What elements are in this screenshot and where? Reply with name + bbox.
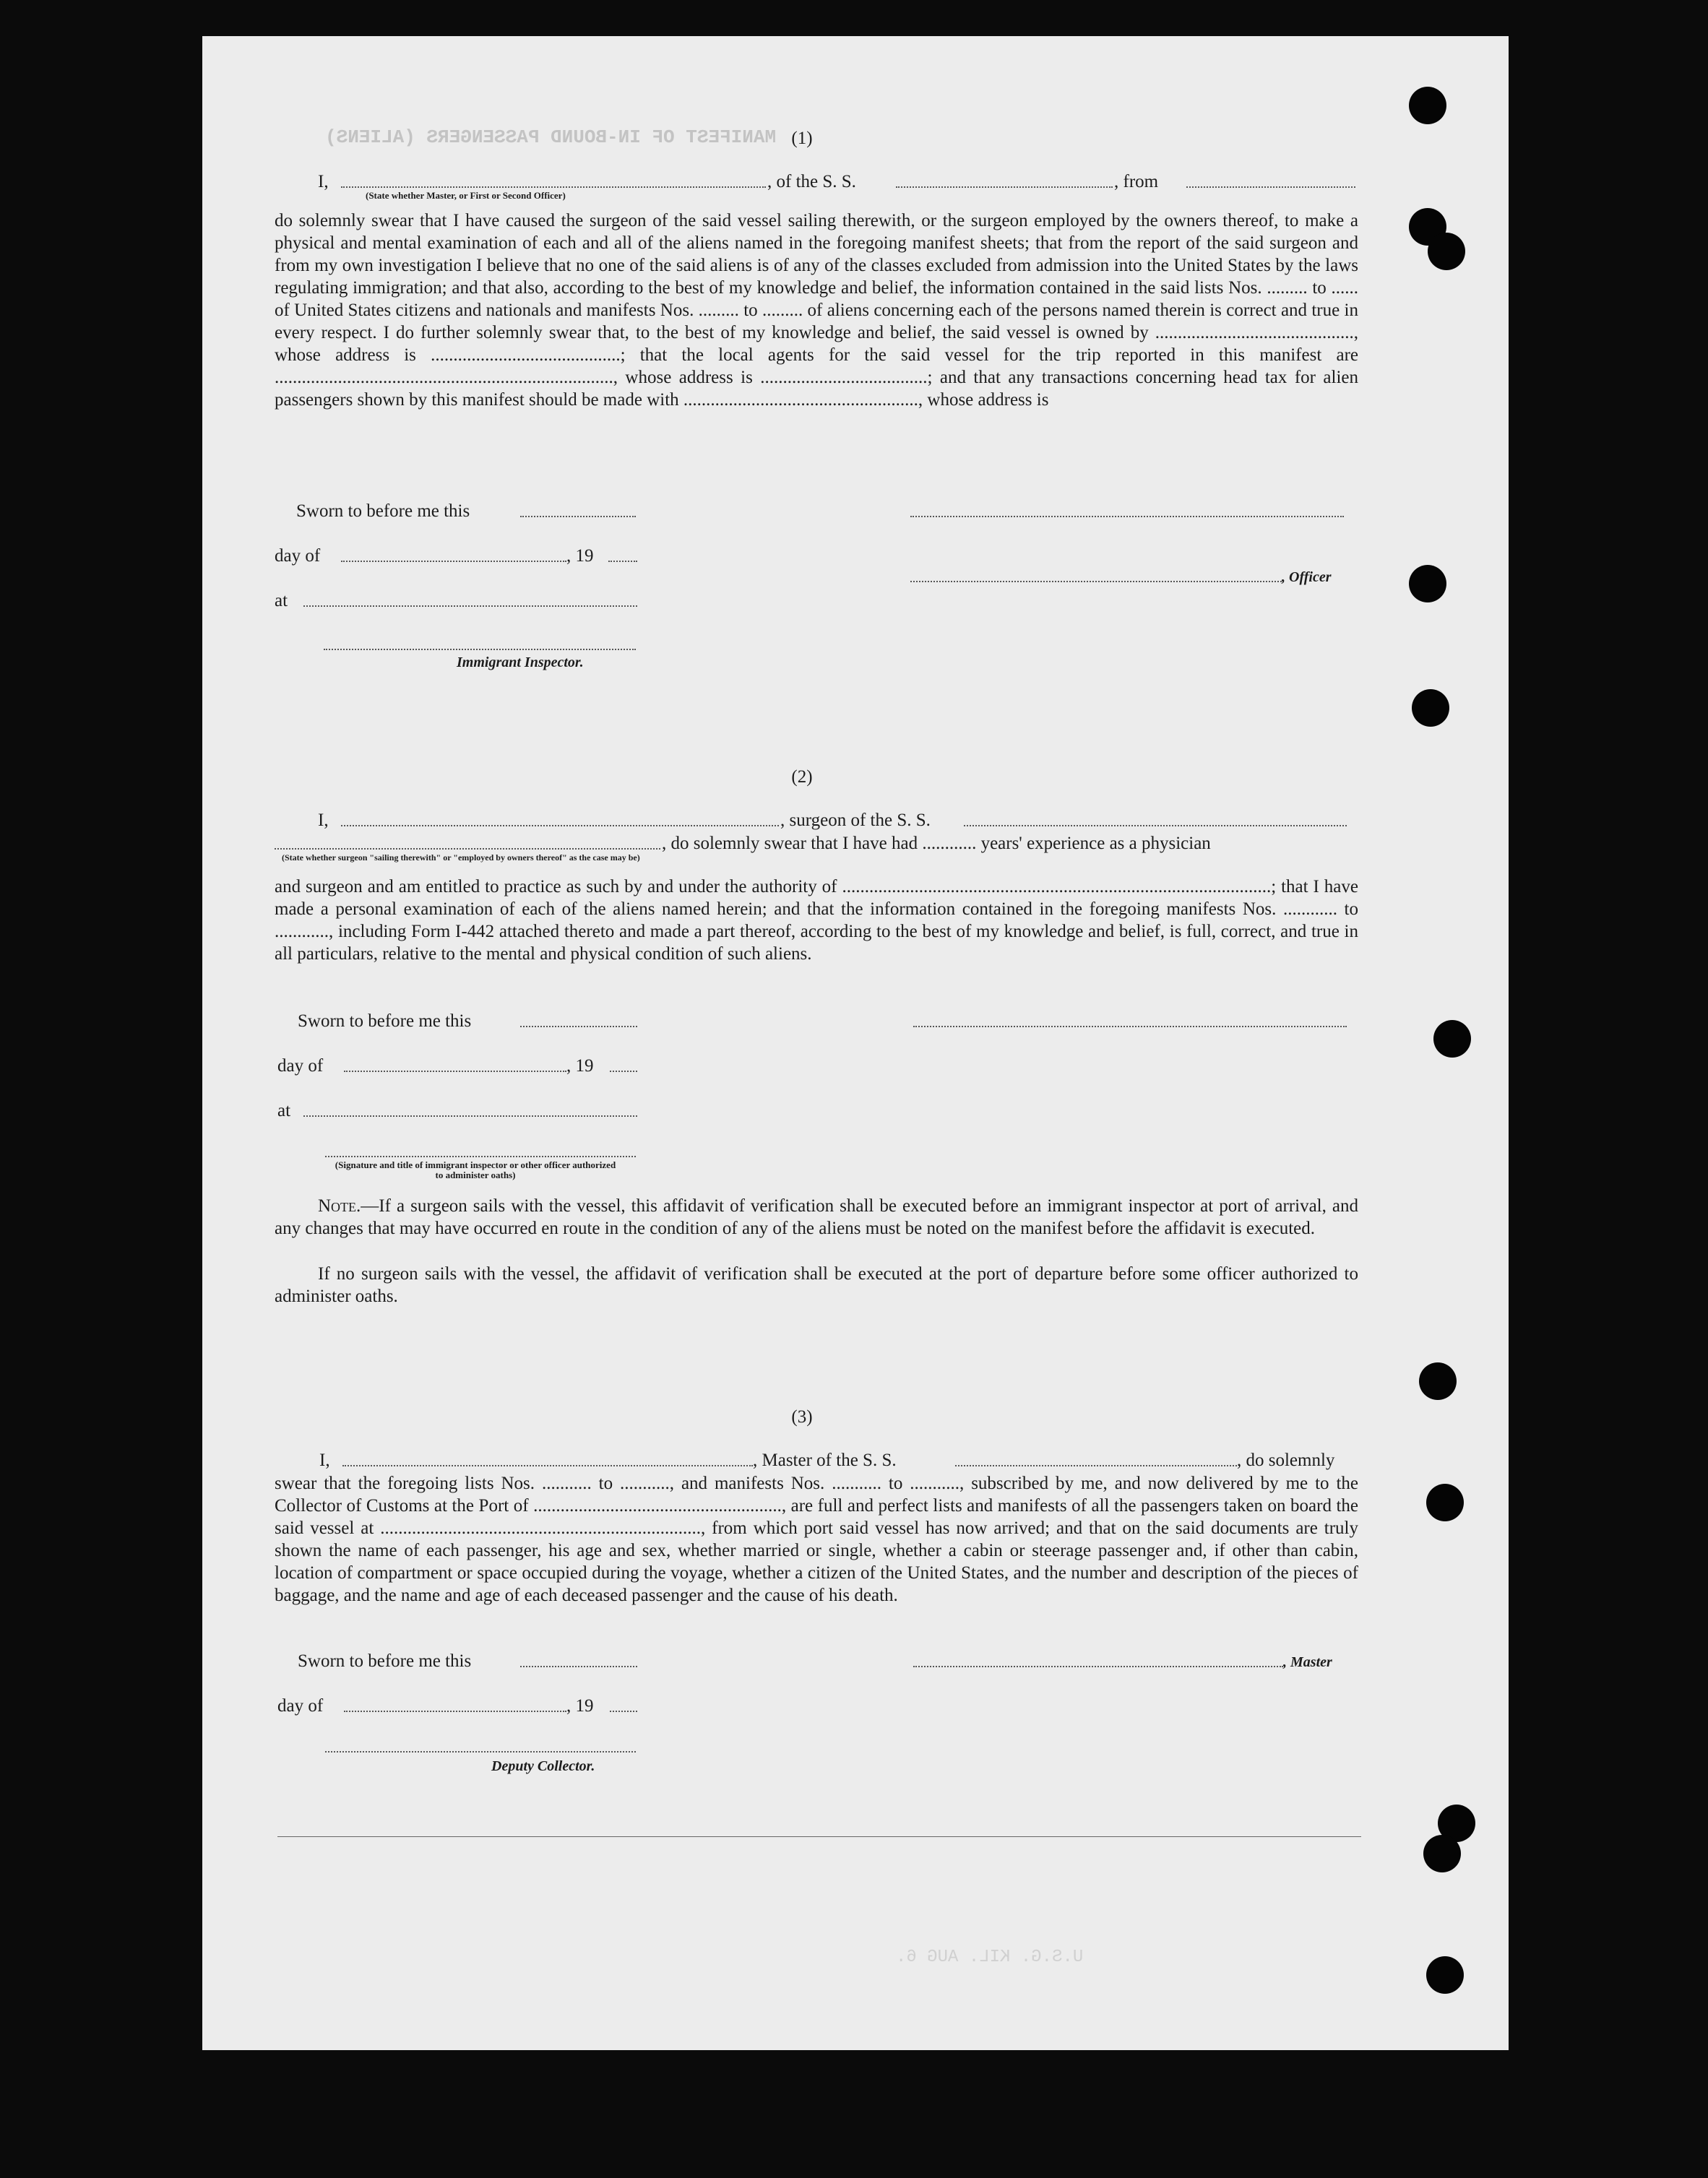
day-of-label-2: day of xyxy=(277,1056,324,1076)
bleed-through-header: MANIFEST OF IN-BOUND PASSENGERS (ALIENS) xyxy=(325,126,777,148)
surgeon-status-caption: (State whether surgeon "sailing therewith" or "employed by owners thereof" as the case may be) xyxy=(282,852,640,863)
master-signature-field[interactable] xyxy=(910,516,1344,517)
vessel-name-field[interactable] xyxy=(896,186,1113,188)
bleed-through-footer: U.S.G. KIL. AUG 6. xyxy=(896,1948,1084,1967)
punch-hole xyxy=(1433,1020,1471,1058)
bottom-rule xyxy=(277,1836,1361,1837)
day-of-label-3: day of xyxy=(277,1696,324,1716)
section-1-body: do solemnly swear that I have caused the surgeon of the said vessel sailing therewith, or the surgeon employed by the owners thereof, to make a physical and mental examination of each and all of the aliens named in the foregoing manifest sheets; that from the report of the said surgeon and from my own investigation I believe that no one of the said aliens is of any of the classes excluded from admission into the United States by the laws regulating immigration; and that also, according to the best of my knowledge and belief, the information contained in the said lists Nos. ......... to ...... of United States citizens and nationals and manifests Nos. ......... to ......... of aliens concerning each of the persons named therein is correct and true in every respect. I do further solemnly swear that, to the best of my knowledge and belief, the said vessel is owned by ............................................, whose address is ..........................................; that the local agents for the said vessel for the trip reported in this manifest are ..........................................................................., whose address is .....................................; and that any transactions concerning head tax for alien passengers shown by this manifest should be made with ...................................................., whose address is xyxy=(275,211,1358,410)
at-place-field-2[interactable] xyxy=(303,1115,637,1117)
surgeon-status-field[interactable] xyxy=(275,848,660,850)
authorizing-officer-caption: (Signature and title of immigrant inspector or other officer authorized to administer oaths) xyxy=(335,1159,616,1180)
punch-hole xyxy=(1428,233,1465,270)
year-label-3: , 19 xyxy=(566,1696,594,1716)
surgeon-vessel-field[interactable] xyxy=(964,825,1347,826)
year-field-2[interactable] xyxy=(610,1071,637,1072)
year-label-2: , 19 xyxy=(566,1056,594,1076)
sworn-label-2: Sworn to before me this xyxy=(298,1011,472,1031)
year-label-1: , 19 xyxy=(566,546,594,566)
note-paragraph: Note.—If a surgeon sails with the vessel, this affidavit of verification shall be executed before an immigrant inspector at port of arrival, and any changes that may have occurred en route in the condition of any of the aliens must be noted on the manifest before the affidavit is executed. xyxy=(275,1196,1358,1238)
manifest-page xyxy=(202,36,1509,2050)
punch-hole xyxy=(1426,1484,1464,1521)
deputy-collector-signature-field[interactable] xyxy=(325,1751,636,1753)
immigrant-inspector-label: Immigrant Inspector. xyxy=(457,654,584,670)
punch-hole xyxy=(1419,1362,1457,1400)
authorizing-officer-signature-field[interactable] xyxy=(325,1156,636,1157)
at-label-1: at xyxy=(275,591,288,610)
surgeon-of-ss-label: , surgeon of the S. S. xyxy=(780,811,931,830)
punch-hole xyxy=(1409,87,1446,124)
month-field-1[interactable] xyxy=(341,561,566,562)
month-field-2[interactable] xyxy=(344,1071,566,1072)
punch-hole xyxy=(1412,689,1449,727)
section-2-body: and surgeon and am entitled to practice as such by and under the authority of ...............................................................................................; that I have made a personal examination of each of the aliens named herein; and that the information contained in the foregoing manifests Nos. ............ to ............, including Form I-442 attached thereto and made a part thereof, according to the best of my knowledge and belief, is full, correct, and true in all particulars, relative to the mental and physical condition of such aliens. xyxy=(275,877,1358,964)
month-field-3[interactable] xyxy=(344,1711,566,1712)
sworn-label-1: Sworn to before me this xyxy=(296,501,470,521)
officer-rank-caption: (State whether Master, or First or Second Officer) xyxy=(366,190,566,201)
master-of-ss-label: , Master of the S. S. xyxy=(753,1451,897,1470)
section-1-i: I, xyxy=(318,172,329,191)
at-place-field-1[interactable] xyxy=(303,605,637,607)
section-1-number: (1) xyxy=(791,129,813,148)
sworn-date-field-2[interactable] xyxy=(520,1026,637,1027)
sworn-date-field-3[interactable] xyxy=(520,1666,637,1667)
vessel-name-field-3[interactable] xyxy=(955,1465,1237,1466)
deputy-collector-label: Deputy Collector. xyxy=(491,1758,595,1774)
section-3-number: (3) xyxy=(791,1407,813,1427)
at-label-2: at xyxy=(277,1101,291,1120)
punch-hole xyxy=(1423,1835,1461,1872)
year-field-3[interactable] xyxy=(610,1711,637,1712)
master-name-field-3[interactable] xyxy=(342,1465,753,1466)
master-name-field[interactable] xyxy=(341,186,766,188)
section-2-i: I, xyxy=(318,811,329,830)
surgeon-name-field[interactable] xyxy=(341,825,779,826)
master-signature-field-3[interactable] xyxy=(913,1666,1283,1667)
sworn-label-3: Sworn to before me this xyxy=(298,1651,472,1671)
experience-line: , do solemnly swear that I have had ............ years' experience as a physician xyxy=(662,834,1211,853)
punch-hole xyxy=(1426,1956,1464,1994)
do-solemnly-label: , do solemnly xyxy=(1237,1451,1335,1470)
officer-signature-field[interactable] xyxy=(910,581,1282,582)
sworn-date-field-1[interactable] xyxy=(520,516,636,517)
day-of-label-1: day of xyxy=(275,546,321,566)
surgeon-signature-field[interactable] xyxy=(913,1026,1347,1027)
of-ss-label: , of the S. S. xyxy=(767,172,856,191)
section-3-i: I, xyxy=(319,1451,330,1470)
officer-label: , Officer xyxy=(1282,569,1332,585)
punch-hole xyxy=(1409,565,1446,602)
from-label: , from xyxy=(1114,172,1159,191)
master-label: , Master xyxy=(1283,1654,1332,1670)
year-field-1[interactable] xyxy=(608,561,637,562)
section-3-body: swear that the foregoing lists Nos. ........... to ..........., and manifests Nos. ........... to ..........., subscribed by me, and now delivered by me to the Collector of Customs at the Port of ......................................................., are full and perfect lists and manifests of all the passengers taken on board the said vessel at ......................................................................., from which port said vessel has now arrived; and that on the said documents are truly shown the name of each passenger, his age and sex, whether married or single, whether a cabin or steerage passenger and, if other than cabin, location of compartment or space occupied during the voyage, whether a citizen of the United States, and the number and description of the pieces of baggage, and the name and age of each deceased passenger and the cause of his death. xyxy=(275,1474,1358,1605)
from-port-field[interactable] xyxy=(1186,186,1355,188)
section-2-number: (2) xyxy=(791,767,813,787)
note-paragraph-2: If no surgeon sails with the vessel, the affidavit of verification shall be executed at the port of departure before some officer authorized to administer oaths. xyxy=(275,1264,1358,1306)
